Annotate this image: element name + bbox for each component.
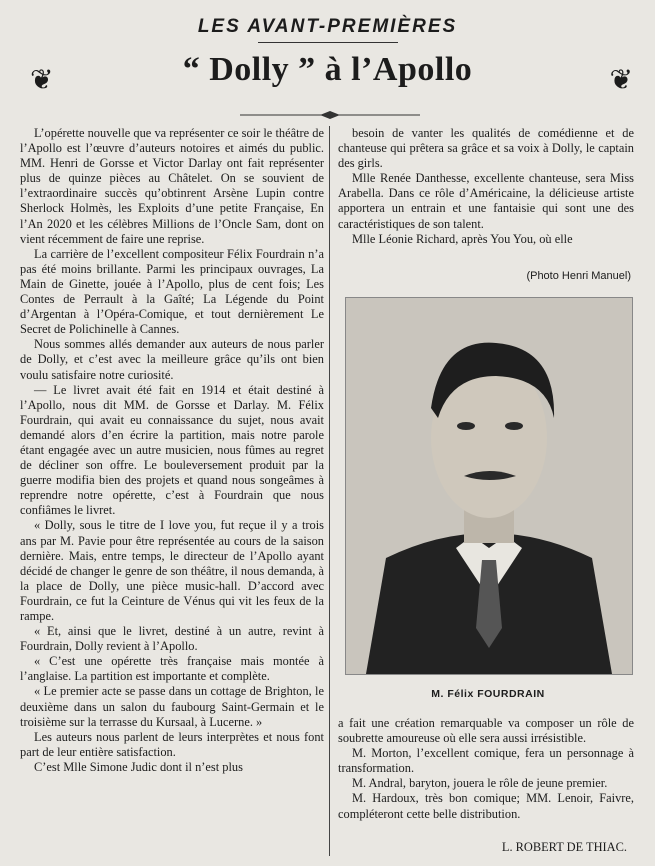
header bbox=[0, 6, 655, 89]
column-right bbox=[338, 126, 634, 247]
paragraph: Mlle Renée Danthesse, excellente chanteuse, sera Miss Arabella. Dans ce rôle d’Américaine, la délicieuse artiste apportera un entrain et une fantaisie qui sont une des caractéristiques de son talent. bbox=[338, 171, 634, 231]
paragraph: M. Hardoux, très bon comique; MM. Lenoir, Faivre, compléteront cette belle distribution. bbox=[338, 791, 634, 821]
column-left bbox=[20, 126, 324, 775]
section-kicker: LES AVANT-PREMIÈRES bbox=[197, 16, 458, 37]
photo-credit: (Photo Henri Manuel) bbox=[526, 270, 631, 282]
column-right-continued bbox=[338, 716, 634, 822]
right-ornament-icon: ❦ bbox=[609, 63, 633, 96]
column-divider bbox=[329, 126, 330, 856]
portrait-photo bbox=[345, 297, 633, 675]
paragraph: Les auteurs nous parlent de leurs interprètes et nous font part de leur entière satisfaction. bbox=[20, 729, 324, 759]
paragraph: a fait une création remarquable va composer un rôle de soubrette amoureuse où elle sera aussi irrésistible. bbox=[338, 716, 634, 746]
paragraph: « Le premier acte se passe dans un cottage de Brighton, le deuxième dans un salon du faubourg Saint-Germain et le troisième sur la terrasse du Kursaal, à Lucerne. » bbox=[20, 684, 324, 729]
kicker-rule bbox=[258, 42, 398, 43]
paragraph: « C’est une opérette très française mais montée à l’anglaise. La partition est importante et complète. bbox=[20, 654, 324, 684]
paragraph: M. Morton, l’excellent comique, fera un personnage à transformation. bbox=[338, 746, 634, 776]
portrait-illustration bbox=[346, 298, 632, 674]
paragraph: — Le livret avait été fait en 1914 et était destiné à l’Apollo, nous dit MM. de Gorsse et Darlay. M. Félix Fourdrain, qui avait eu connaissance du sujet, nous avait demandé alors d’en écrire la partition, mais notre parole étant engagée avec un autre musicien, nous fûmes au regret de décliner son offre. Le bouleversement produit par la guerre modifia bien des projets et quand nous songeâmes à reprendre notre opérette, c’est à Fourdrain que nous confiâmes le livret. bbox=[20, 382, 324, 518]
paragraph: Mlle Léonie Richard, après You You, où elle bbox=[352, 231, 573, 246]
author-signature: L. ROBERT DE THIAC. bbox=[501, 840, 627, 854]
article-title: “ Dolly ” à l’Apollo bbox=[182, 51, 473, 88]
paragraph: besoin de vanter les qualités de comédienne et de chanteuse qui prêtera sa grâce et sa voix à Dolly, le captain des girls. bbox=[338, 126, 634, 171]
paragraph: La carrière de l’excellent compositeur Félix Fourdrain n’a pas été moins brillante. Parmi les principaux ouvrages, La Main de Ginette, jouée à l’Apollo, plus de cent fois; Les Contes de Perrault à la Gaîté; La Légende du Point d’Argentan à l’Opéra-Comique, et tout dernièrement Le Secret de Polichinelle à Cannes. bbox=[20, 246, 324, 337]
paragraph: « Dolly, sous le titre de I love you, fut reçue il y a trois ans par M. Pavie pour être représentée au cours de la saison dernière. Mais, entre temps, le directeur de l’Apollo ayant décidé de changer le genre de son théâtre, il nous demanda, à la place de Dolly, une pièce music-hall. D’accord avec Fourdrain, ce fut la Ceinture de Vénus qui vit les feux de la rampe. bbox=[20, 518, 324, 623]
paragraph: Nous sommes allés demander aux auteurs de nous parler de Dolly, et c’est avec la meilleure grâce qu’ils ont bien voulu satisfaire notre curiosité. bbox=[20, 337, 324, 382]
left-ornament-icon: ❦ bbox=[30, 63, 54, 96]
paragraph: « Et, ainsi que le livret, destiné à un autre, revint à Fourdrain, Dolly revient à l’Apollo. bbox=[20, 624, 324, 654]
title-rule-ornament bbox=[240, 110, 420, 120]
paragraph: L’opérette nouvelle que va représenter ce soir le théâtre de l’Apollo est l’œuvre d’auteurs notoires et aimés du public. MM. Henri de Gorsse et Victor Darlay ont fait représenter plus de quinze pièces au Châtelet. On se souvient de l’extraordinaire succès qu’obtinrent Arsène Lupin contre Sherlock Holmès, les Exploits d’une petite Française, En l’An 2020 et les célèbres Millions de l’Oncle Sam, dont on vient récemment de faire une reprise. bbox=[20, 126, 324, 246]
paragraph: C’est Mlle Simone Judic dont il n’est plus bbox=[34, 759, 243, 774]
paragraph: M. Andral, baryton, jouera le rôle de jeune premier. bbox=[352, 776, 608, 791]
photo-caption: M. Félix FOURDRAIN bbox=[431, 688, 545, 700]
